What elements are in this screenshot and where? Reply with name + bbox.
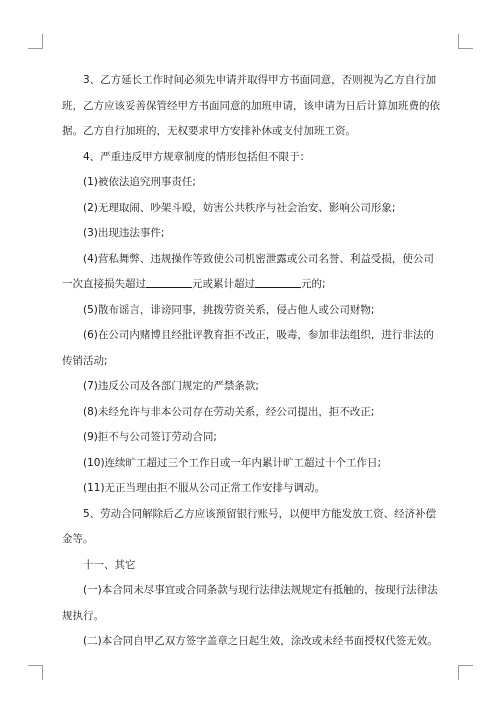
list-item-3: (3)出现违法事件; xyxy=(83,227,165,239)
list-item-6: (6)在公司内赌博且经批评教育拒不改正，吸毒，参加非法组织，进行非法的传销活动; xyxy=(62,329,434,367)
document-body xyxy=(62,68,440,655)
page-corner-mark-top-left xyxy=(28,34,43,49)
list-item-2: (2)无理取闹、吵架斗殴，妨害公共秩序与社会治安、影响公司形象; xyxy=(83,201,396,214)
list-item-8: (8)未经允许与非本公司存在劳动关系，经公司提出，拒不改正; xyxy=(83,405,375,418)
list-item-10: (10)连续旷工超过三个工作日或一年内累计旷工超过十个工作日; xyxy=(83,456,382,469)
other-clause-2: (二)本合同自甲乙双方签字盖章之日起生效，涂改或未经书面授权代签无效。 xyxy=(83,635,438,647)
paragraph-4: 4、严重违反甲方规章制度的情形包括但不限于： xyxy=(83,150,311,163)
list-item-11: (11)无正当理由拒不服从公司正常工作安排与调动。 xyxy=(83,482,326,494)
section-heading-11: 十一、其它 xyxy=(83,558,136,571)
fill-blank-1 xyxy=(146,277,192,288)
other-clause-1: (一)本合同未尽事宜或合同条款与现行法律法规规定有抵触的，按现行法律法规执行。 xyxy=(62,584,438,622)
page-corner-mark-bottom-left xyxy=(28,665,43,680)
paragraph-5: 5、劳动合同解除后乙方应该预留银行账号，以便甲方能发放工资、经济补偿金等。 xyxy=(62,507,437,545)
list-item-7: (7)违反公司及各部门规定的严禁条款; xyxy=(83,380,259,392)
list-item-4-text-b: 元或累计超过 xyxy=(192,278,255,290)
list-item-4 xyxy=(62,247,440,298)
page-corner-mark-bottom-right xyxy=(458,665,473,680)
page-corner-mark-top-right xyxy=(458,34,473,49)
list-item-9: (9)拒不与公司签订劳动合同; xyxy=(83,431,217,443)
list-item-4-text-a: (4)营私舞弊、违规操作等致使公司机密泄露或公司名誉、利益受损，使公司一次直接损失超过 xyxy=(62,252,434,290)
list-item-5: (5)散布谣言，诽谤同事，挑拨劳资关系，侵占他人或公司财物; xyxy=(83,303,375,316)
paragraph-3: 3、乙方延长工作时间必须先申请并取得甲方书面同意，否则视为乙方自行加班，乙方应该妥善保管经甲方书面同意的加班申请，该申请为日后计算加班费的依据。乙方自行加班的，无权要求甲方安排补休或支付加班工资。 xyxy=(62,74,440,137)
list-item-1: (1)被依法追究刑事责任; xyxy=(83,176,196,188)
list-item-4-text-c: 元的; xyxy=(301,278,326,290)
fill-blank-2 xyxy=(255,277,301,288)
